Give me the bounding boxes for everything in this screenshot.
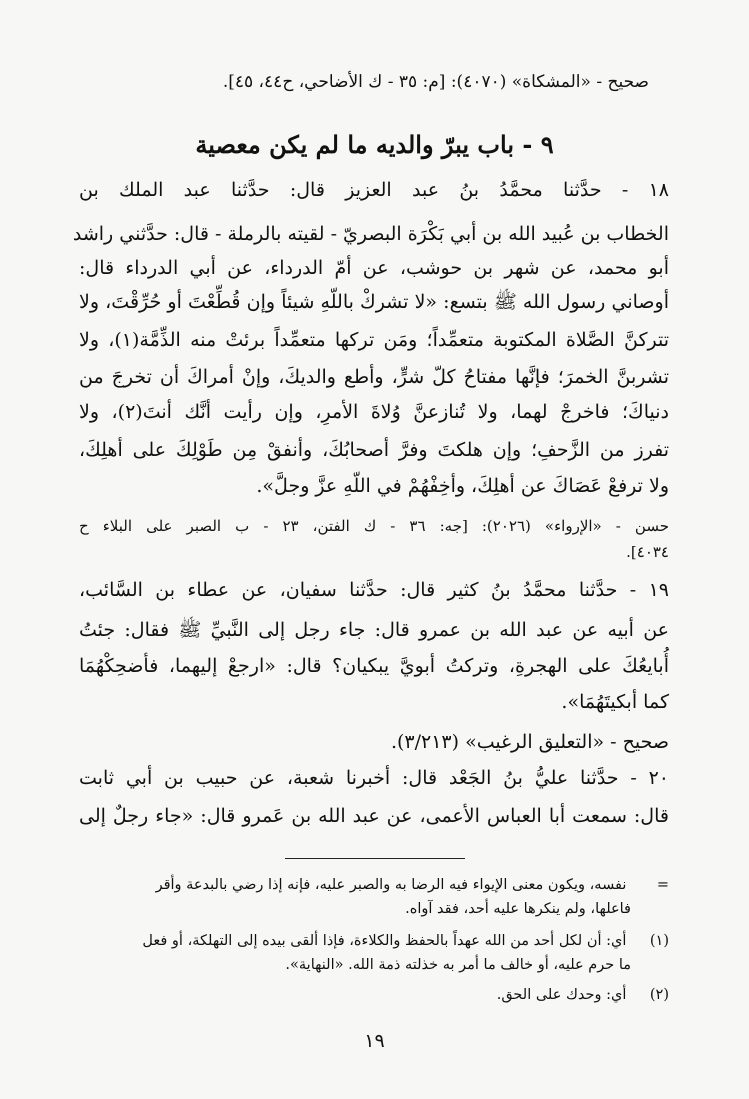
body-line: أبو محمد، عن شهر بن حوشب، عن أمّ الدرداء، عن أبي الدرداء قال: <box>79 257 669 279</box>
footnote-mark: (٢) <box>649 987 669 1003</box>
grading-line: حسن - «الإرواء» (٢٠٢٦): [جه: ٣٦ - ك الفتن، ٢٣ - ب الصبر على البلاء ح <box>79 517 669 535</box>
body-line: عن أبيه عن عبد الله بن عمرو قال: جاء رجل إلى النَّبيِّ ﷺ فقال: جئتُ <box>79 619 669 641</box>
body-line: دنياكَ؛ فاخرجْ لهما، ولا تُنازعنَّ وُلاةَ الأمرِ، وإن رأيت أنَّك أنتَ(٢)، ولا <box>79 401 669 423</box>
footnote-mark: (١) <box>649 933 669 949</box>
page-number: ١٩ <box>364 1030 385 1052</box>
footnote <box>79 930 669 952</box>
body-line: ٢٠ - حدَّثنا عليُّ بنُ الجَعْد قال: أخبرنا شعبة، عن حبيب بن أبي ثابت <box>79 767 669 789</box>
chapter-title: ٩ - باب يبرّ والديه ما لم يكن معصية <box>195 130 554 159</box>
footnote-text: نفسه، ويكون معنى الإيواء فيه الرضا به والصبر عليه، فإنه إذا رضي بالبدعة وأقر <box>155 877 627 893</box>
body-line: ولا ترفعْ عَصَاكَ عن أهلِكَ، وأخِفْهُمْ في اللّهِ عزَّ وجلَّ». <box>256 475 669 497</box>
footnote-text: أي: أن لكل أحد من الله عهداً بالحفظ والكلاءة، فإذا ألقى بيده إلى التهلكة، أو فعل <box>142 933 627 949</box>
body-line: أوصاني رسول الله ﷺ بتسع: «لا تشركْ باللّهِ شيئاً وإن قُطِّعْتَ أو حُرِّقْتَ، ولا <box>79 291 669 313</box>
body-line: أُبايعُكَ على الهجرةِ، وتركتُ أبويَّ يبكيان؟ قال: «ارجعْ إليهما، فأضحِكْهُمَا <box>79 655 669 677</box>
body-line: تفرز من الزَّحفِ؛ وإن هلكتَ وفرَّ أصحابُكَ، وأنفقْ مِن طَوْلِكَ على أهلِكَ، <box>79 439 669 461</box>
body-line: ١٩ - حدَّثنا محمَّدُ بنُ كثير قال: حدَّثنا سفيان، عن عطاء بن السَّائب، <box>79 579 669 601</box>
grading-line: ٤٠٣٤]. <box>626 543 669 561</box>
footnote-text: أي: وحدك على الحق. <box>496 987 627 1003</box>
footnote <box>79 984 669 1006</box>
body-line: الخطاب بن عُبيد الله بن أبي بَكْرَة البصريّ - لقيته بالرملة - قال: حدَّثني راشد <box>72 223 669 245</box>
body-line: قال: سمعت أبا العباس الأعمى، عن عبد الله بن عَمرو قال: «جاء رجلٌ إلى <box>79 805 669 827</box>
body-line: تتركنَّ الصَّلاة المكتوبة متعمِّداً؛ ومَن تركها متعمِّداً برئتْ منه الذِّمَّة(١)، ولا <box>79 329 669 351</box>
footnote-mark: = <box>656 877 669 893</box>
footnote-divider <box>285 858 465 859</box>
grading-line: صحيح - «التعليق الرغيب» (٣/٢١٣). <box>390 731 669 753</box>
footnote-text: فاعلها، ولم ينكرها عليه أحد، فقد آواه. <box>405 901 631 917</box>
footnote <box>79 874 669 896</box>
footnote-text: ما حرم عليه، أو خالف ما أمر به خذلته ذمة الله. «النهاية». <box>285 957 631 973</box>
body-line: كما أبكيتَهُمَا». <box>561 691 669 713</box>
page-header-grading: صحيح - «المشكاة» (٤٠٧٠): [م: ٣٥ - ك الأضاحي، ح٤٤، ٤٥]. <box>222 72 649 92</box>
body-line: ١٨ - حدَّثنا محمَّدُ بنُ عبد العزيز قال: حدَّثنا عبد الملك بن <box>79 179 669 201</box>
body-line: تشربنَّ الخمرَ؛ فإنَّها مفتاحُ كلّ شرٍّ، وأطع والديكَ، وإنْ أمراكَ أن تخرجَ من <box>79 366 669 388</box>
